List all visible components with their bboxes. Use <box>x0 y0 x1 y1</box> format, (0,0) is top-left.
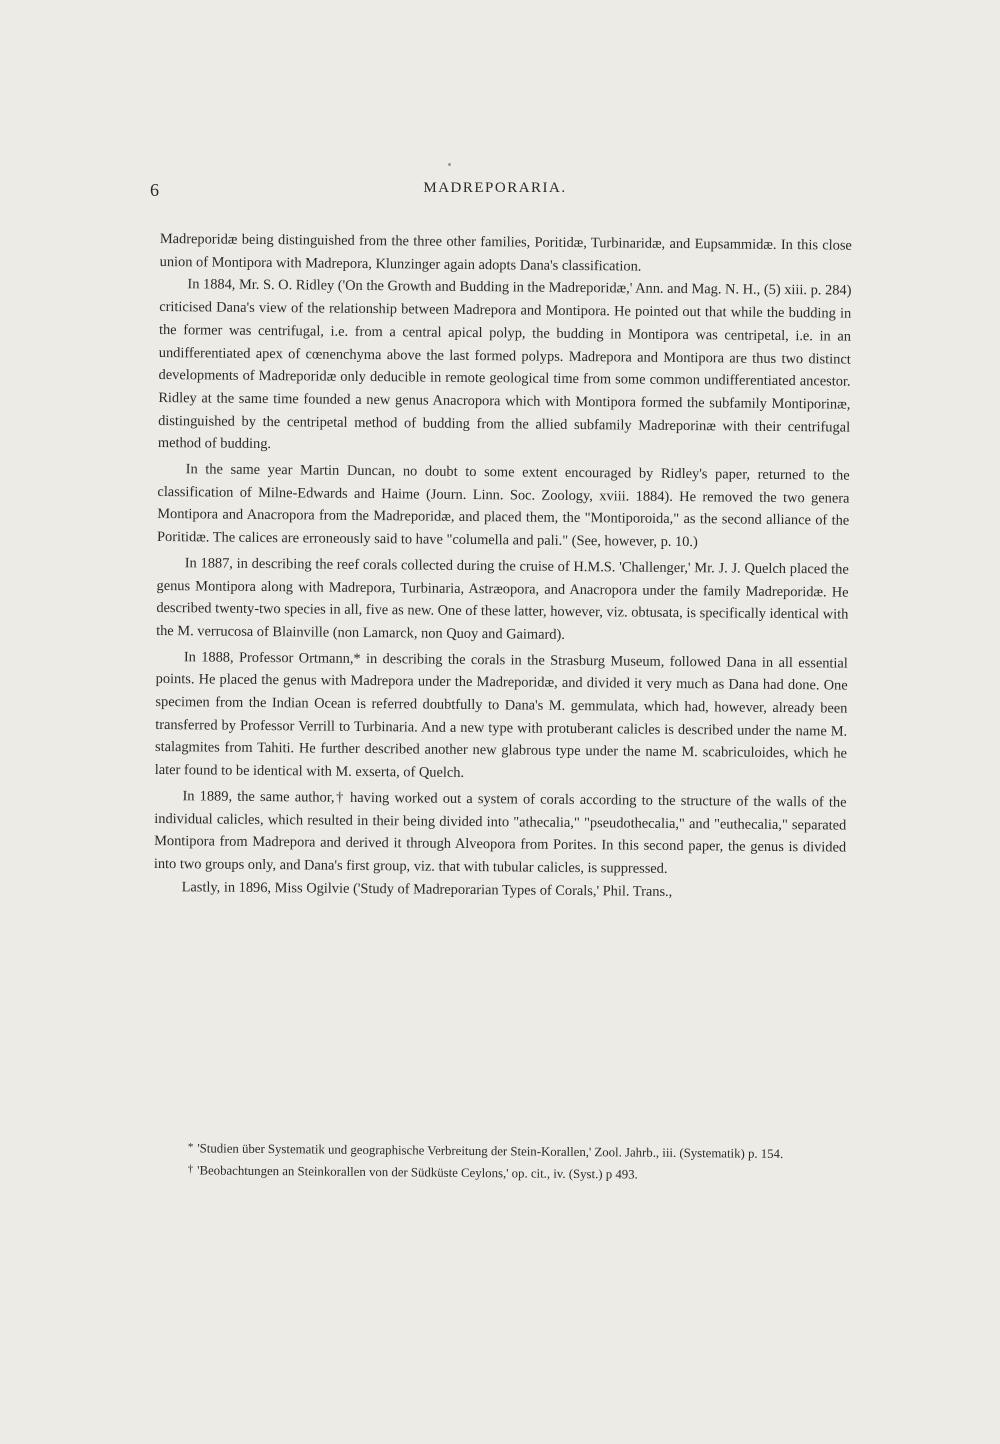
paragraph: In 1884, Mr. S. O. Ridley ('On the Growth and Budding in the Madreporidæ,' Ann. and Mag. N. H., (5) xiii. p. 284) criticised Dana's view of the relationship between Madrepora and Montipora. He pointed out that while the budding in the former was centrifugal, i.e. from a central apical polyp, the budding in Montipora was centripetal, i.e. in an undifferentiated apex of cœnenchyma above the last formed polyps. Madrepora and Montipora are thus two distinct developments of Madreporidæ only deducible in remote geological time from some common undifferentiated ancestor. Ridley at the same time founded a new genus Anacropora which with Montipora formed the subfamily Montiporinæ, distinguished by the centripetal method of budding from the allied subfamily Madreporinæ with their centrifugal method of budding. <box>157 276 852 453</box>
footnote-mark: * <box>187 1141 194 1154</box>
footnote-text: 'Beobachtungen an Steinkorallen von der Südküste Ceylons,' op. cit., iv. (Syst.) p 493. <box>197 1163 638 1182</box>
footnote-text: 'Studien über Systematik und geographische Verbreitung der Stein-Korallen,' Zool. Jahrb., iii. (Systematik) p. 154. <box>197 1141 784 1161</box>
paragraph: In the same year Martin Duncan, no doubt to some extent encouraged by Ridley's paper, returned to the classification of Milne-Edwards and Haime (Journ. Linn. Soc. Zoology, xviii. 1884). He removed the two genera Montipora and Anacropora from the Madreporidæ, and placed them, the "Montiporoida," as the second alliance of the Poritidæ. The calices are erroneously said to have "columella and pali." (See, however, p. 10.) <box>156 461 850 551</box>
body-text <box>154 228 852 905</box>
page-header <box>150 180 840 206</box>
paragraph: Lastly, in 1896, Miss Ogilvie ('Study of Madreporarian Types of Corals,' Phil. Trans., <box>181 878 673 900</box>
page-number: 6 <box>150 180 159 200</box>
paragraph: In 1888, Professor Ortmann,* in describing the corals in the Strasburg Museum, followed Dana in all essential points. He placed the genus with Madrepora under the Madreporidæ, and divided it very much as Dana had done. One specimen from the Indian Ocean is referred doubtfully to Dana's M. gemmulata, which had, however, already been transferred by Professor Verrill to Turbinaria. And a new type with protuberant calicles is described under the name M. stalagmites from Tahiti. He further described another new glabrous type under the name M. scabriculoides, which he later found to be identical with M. exserta, of Quelch. <box>154 648 848 782</box>
footnotes <box>160 1138 852 1189</box>
running-title: MADREPORARIA. <box>423 180 567 196</box>
footnote <box>160 1160 852 1187</box>
footnote-mark: † <box>187 1163 194 1176</box>
paragraph: Madreporidæ being distinguished from the three other families, Poritidæ, Turbinaridæ, and Eupsammidæ. In this close union of Montipora with Madrepora, Klunzinger again adopts Dana's classification. <box>159 230 852 275</box>
paragraph: In 1889, the same author,† having worked out a system of corals according to the structure of the walls of the individual calicles, which resulted in their being divided into "athecalia," "pseudothecalia," and "euthecalia," separated Montipora from Madrepora and derived it through Alveopora from Porites. In this second paper, the genus is divided into two groups only, and Dana's first group, viz. that with tubular calicles, is suppressed. <box>153 788 847 877</box>
paragraph: In 1887, in describing the reef corals collected during the cruise of H.M.S. 'Challenger,' Mr. J. J. Quelch placed the genus Montipora along with Madrepora, Turbinaria, Astræopora, and Anacropora under the family Madreporidæ. He described twenty-two species in all, five as new. One of these latter, however, viz. obtusata, is specifically identical with the M. verrucosa of Blainville (non Lamarck, non Quoy and Gaimard). <box>156 555 849 643</box>
paper-speck <box>448 163 451 166</box>
